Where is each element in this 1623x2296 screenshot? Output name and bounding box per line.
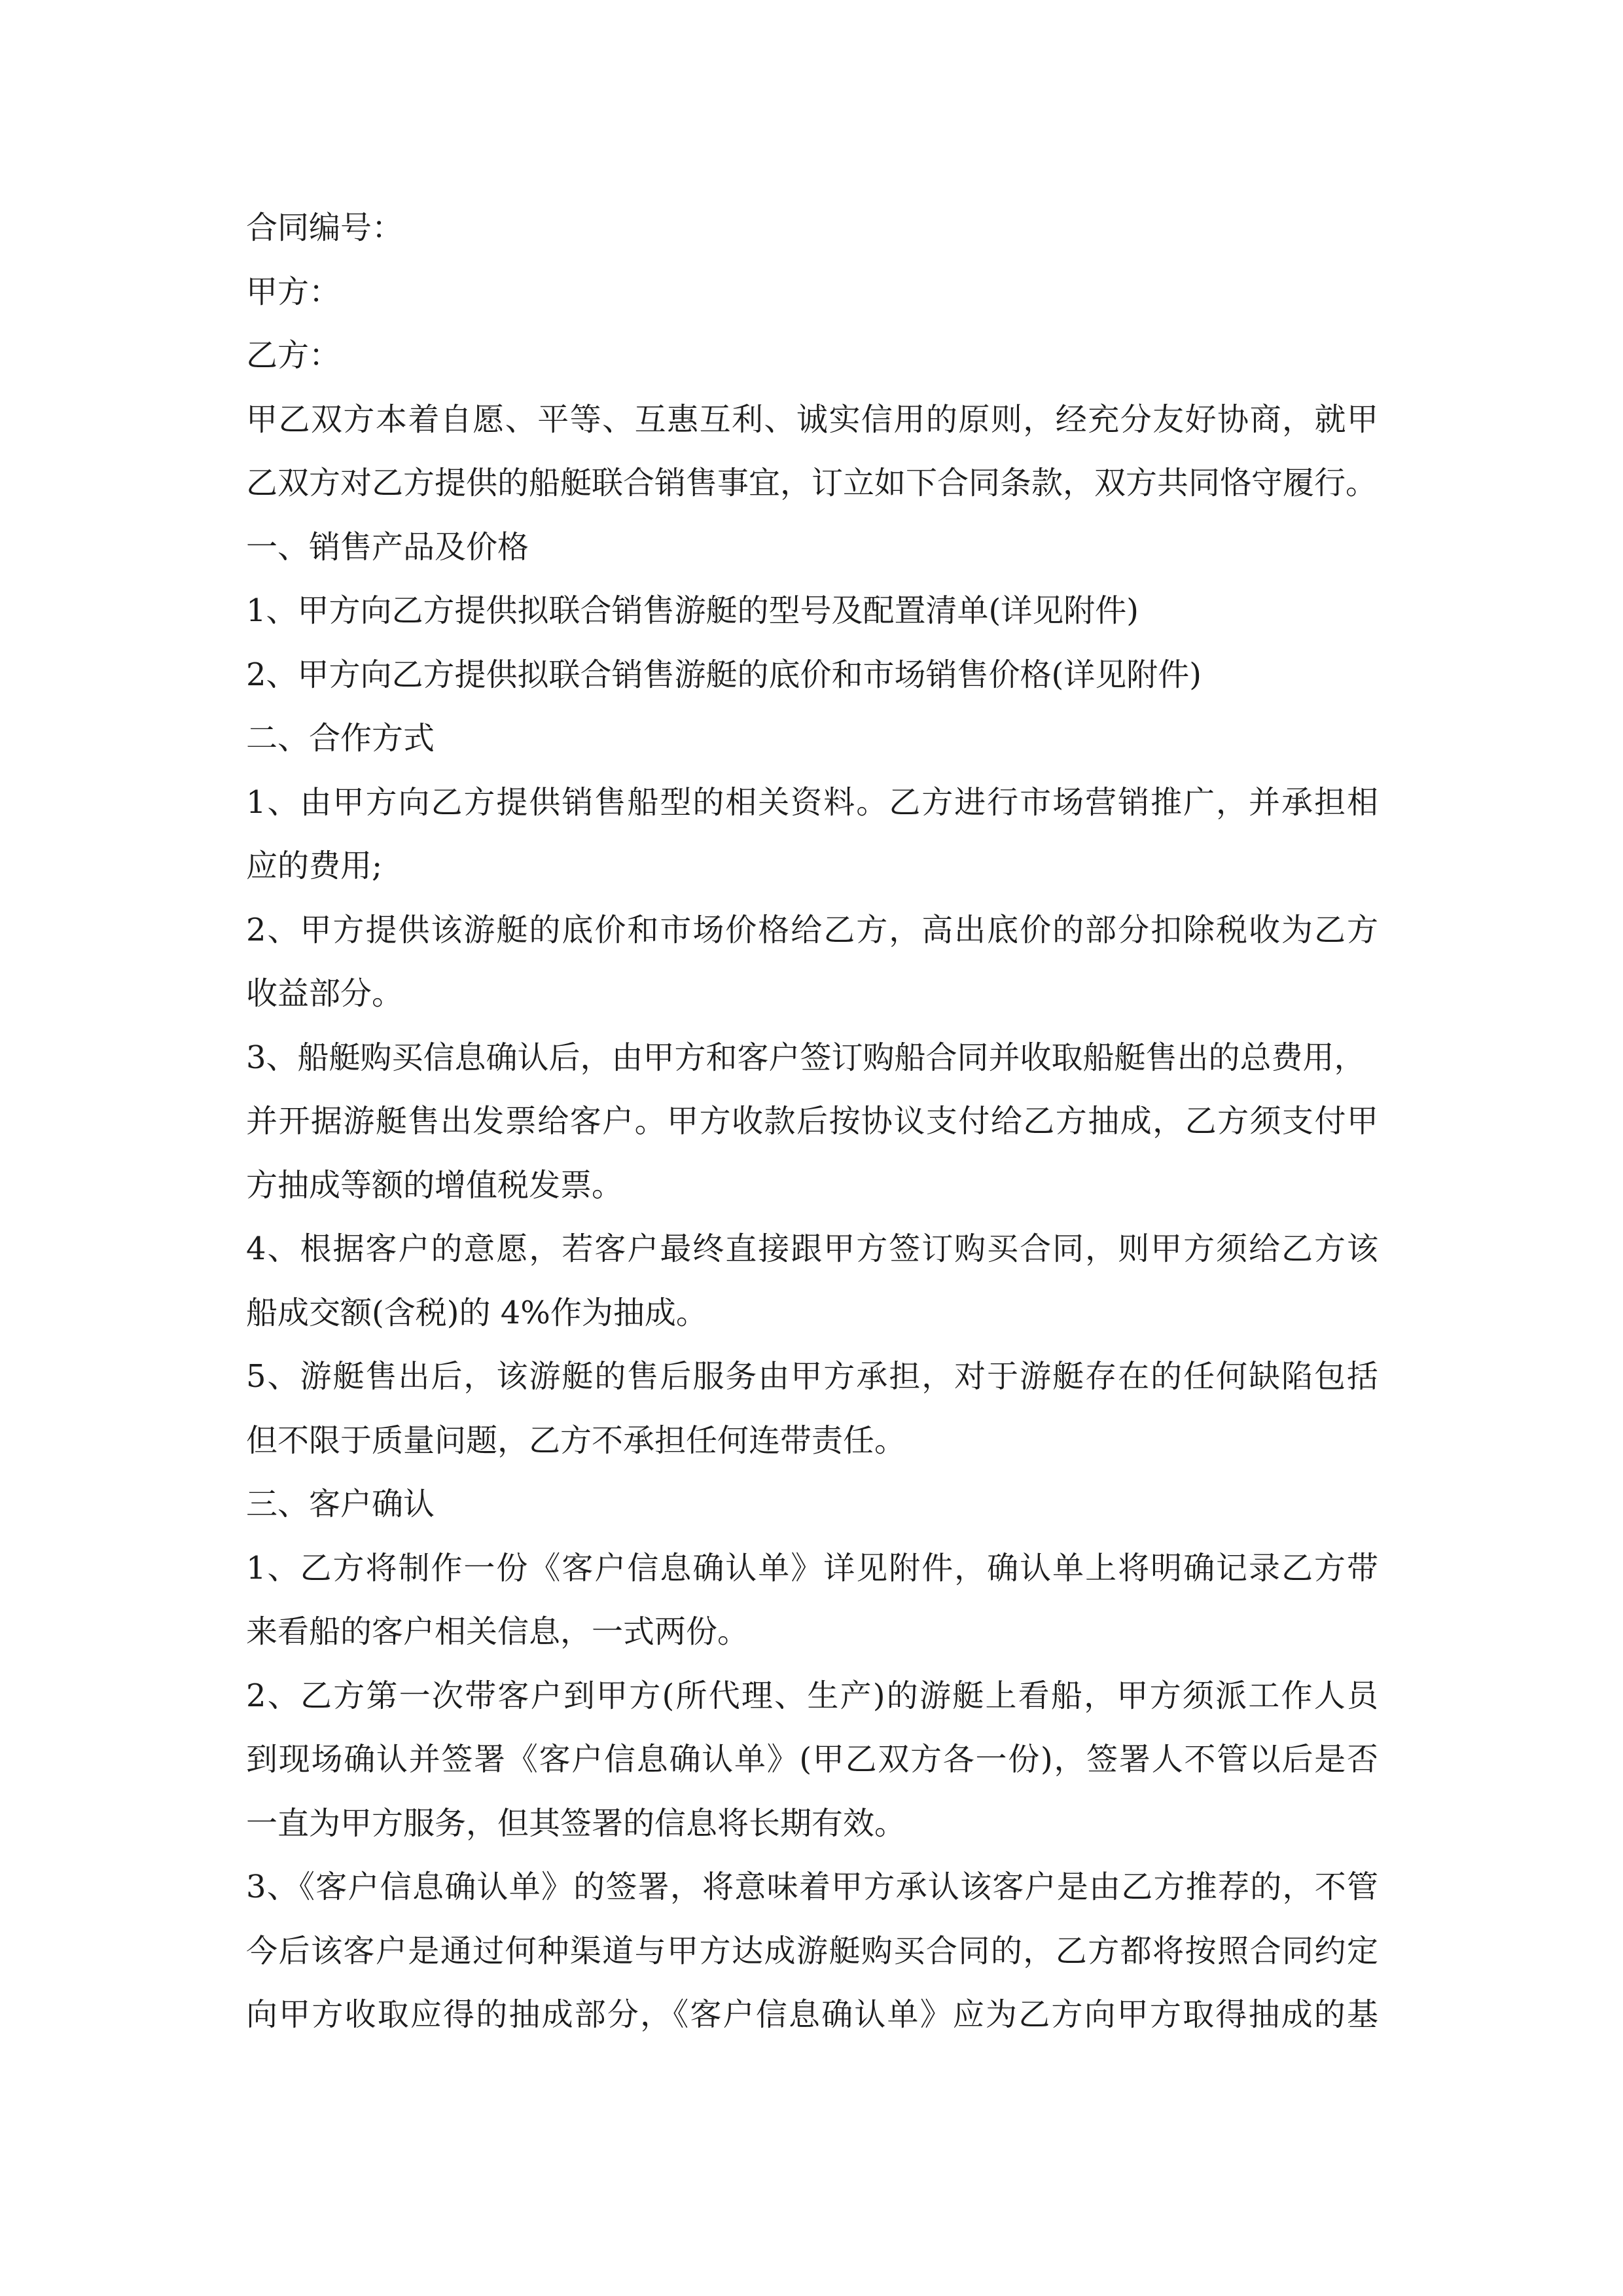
clause-line: 5、游艇售出后，该游艇的售后服务由甲方承担，对于游艇存在的任何缺陷包括 (246, 1358, 1378, 1395)
section-heading: 三、客户确认 (246, 1486, 435, 1522)
clause-line: 4、根据客户的意愿，若客户最终直接跟甲方签订购买合同，则甲方须给乙方该 (246, 1230, 1378, 1267)
clause-line: 3、船艇购买信息确认后，由甲方和客户签订购船合同并收取船艇售出的总费用， (246, 1039, 1366, 1076)
clause-line: 今后该客户是通过何种渠道与甲方达成游艇购买合同的，乙方都将按照合同约定 (246, 1932, 1378, 1969)
section-heading: 二、合作方式 (246, 720, 435, 757)
clause-line: 收益部分。 (246, 975, 404, 1012)
clause-line: 但不限于质量问题，乙方不承担任何连带责任。 (246, 1422, 906, 1459)
clause-line: 1、甲方向乙方提供拟联合销售游艇的型号及配置清单(详见附件) (246, 592, 1139, 629)
clause-line: 3、《客户信息确认单》的签署，将意味着甲方承认该客户是由乙方推荐的，不管 (246, 1869, 1378, 1905)
clause-line: 1、由甲方向乙方提供销售船型的相关资料。乙方进行市场营销推广，并承担相 (246, 783, 1378, 821)
clause-line: 2、甲方向乙方提供拟联合销售游艇的底价和市场销售价格(详见附件) (246, 656, 1202, 693)
clause-line: 1、乙方将制作一份《客户信息确认单》详见附件，确认单上将明确记录乙方带 (246, 1549, 1378, 1587)
clause-line: 并开据游艇售出发票给客户。甲方收款后按协议支付给乙方抽成，乙方须支付甲 (246, 1103, 1378, 1139)
party-b-label: 乙方： (246, 337, 341, 374)
intro-line: 甲乙双方本着自愿、平等、互惠互利、诚实信用的原则，经充分友好协商，就甲 (246, 401, 1378, 438)
clause-line: 向甲方收取应得的抽成部分，《客户信息确认单》应为乙方向甲方取得抽成的基 (246, 1996, 1378, 2033)
clause-line: 2、乙方第一次带客户到甲方(所代理、生产)的游艇上看船，甲方须派工作人员 (246, 1677, 1378, 1714)
clause-line: 2、甲方提供该游艇的底价和市场价格给乙方，高出底价的部分扣除税收为乙方 (246, 911, 1378, 948)
clause-line: 船成交额(含税)的 4%作为抽成。 (246, 1294, 707, 1331)
clause-line: 应的费用; (246, 848, 383, 884)
clause-line: 一直为甲方服务，但其签署的信息将长期有效。 (246, 1804, 906, 1842)
intro-line: 乙双方对乙方提供的船艇联合销售事宜，订立如下合同条款，双方共同恪守履行。 (246, 465, 1378, 501)
section-heading: 一、销售产品及价格 (246, 528, 529, 565)
clause-line: 到现场确认并签署《客户信息确认单》(甲乙双方各一份)，签署人不管以后是否 (246, 1741, 1378, 1778)
clause-line: 方抽成等额的增值税发票。 (246, 1166, 624, 1204)
contract-number-label: 合同编号： (246, 209, 404, 246)
party-a-label: 甲方： (246, 273, 341, 310)
clause-line: 来看船的客户相关信息，一式两份。 (246, 1613, 749, 1650)
document-body (246, 196, 1378, 2047)
